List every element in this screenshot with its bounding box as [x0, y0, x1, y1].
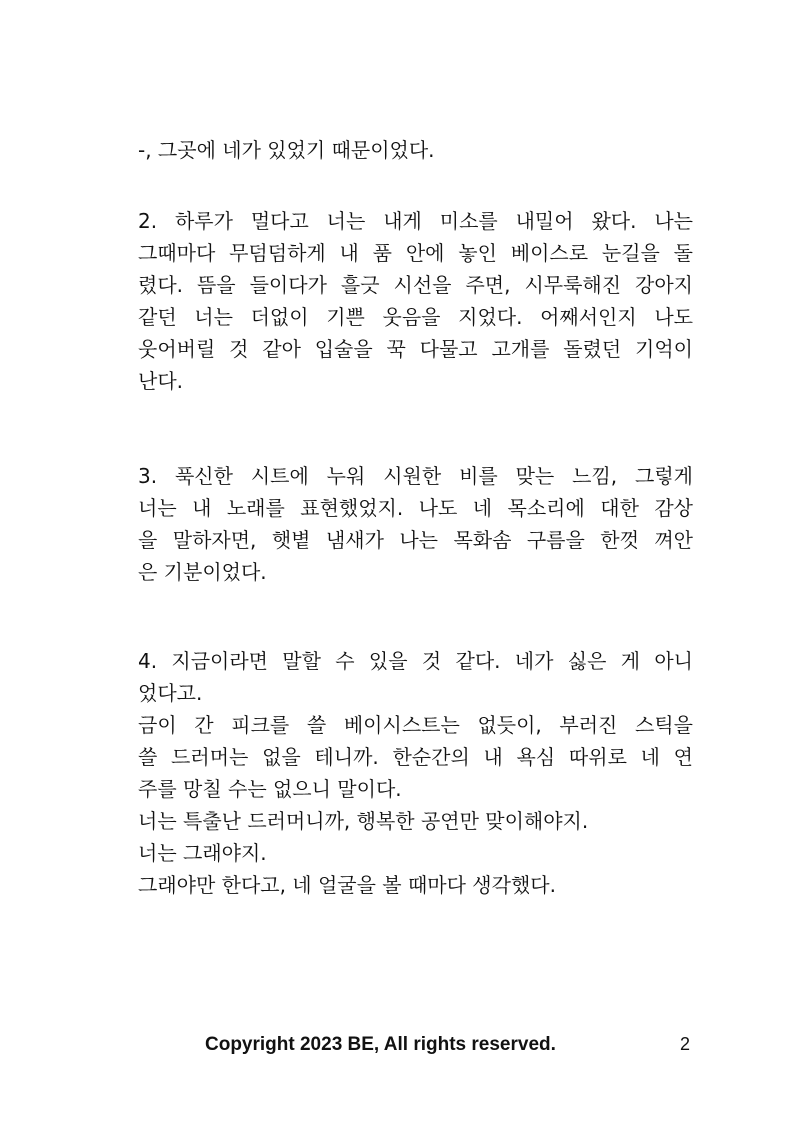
- text-line: 3. 푹신한 시트에 누워 시원한 비를 맞는 느낌, 그렇게: [138, 464, 693, 488]
- text-line: 주를 망칠 수는 없으니 말이다.: [138, 777, 402, 801]
- text-line: 었다고.: [138, 681, 203, 705]
- text-line: 2. 하루가 멀다고 너는 내게 미소를 내밀어 왔다. 나는: [138, 209, 693, 233]
- paragraph-2: [138, 205, 693, 397]
- text-line: 은 기분이었다.: [138, 560, 267, 584]
- copyright-notice: Copyright 2023 BE, All rights reserved.: [205, 1034, 556, 1055]
- paragraph-3: [138, 460, 693, 588]
- text-line: -, 그곳에 네가 있었기 때문이었다.: [138, 138, 435, 162]
- text-line: 그래야만 한다고, 네 얼굴을 볼 때마다 생각했다.: [138, 873, 556, 897]
- text-line: 난다.: [138, 369, 183, 393]
- page-number: 2: [680, 1034, 691, 1054]
- text-line: 그때마다 무덤덤하게 내 품 안에 놓인 베이스로 눈길을 돌: [138, 241, 693, 265]
- paragraph-4: [138, 645, 693, 901]
- text-line: 4. 지금이라면 말할 수 있을 것 같다. 네가 싫은 게 아니: [138, 649, 693, 673]
- text-line: 렸다. 뜸을 들이다가 흘긋 시선을 주면, 시무룩해진 강아지: [138, 273, 693, 297]
- text-line: 같던 너는 더없이 기쁜 웃음을 지었다. 어째서인지 나도: [138, 305, 693, 329]
- text-line: 금이 간 피크를 쓸 베이시스트는 없듯이, 부러진 스틱을: [138, 713, 693, 737]
- paragraph-1: [138, 134, 693, 166]
- text-line: 쓸 드러머는 없을 테니까. 한순간의 내 욕심 따위로 네 연: [138, 745, 693, 769]
- text-line: 웃어버릴 것 같아 입술을 꾹 다물고 고개를 돌렸던 기억이: [138, 337, 693, 361]
- text-line: 너는 그래야지.: [138, 841, 267, 865]
- text-line: 을 말하자면, 햇볕 냄새가 나는 목화솜 구름을 한껏 껴안: [138, 528, 693, 552]
- text-line: 너는 특출난 드러머니까, 행복한 공연만 맞이해야지.: [138, 809, 589, 833]
- text-line: 너는 내 노래를 표현했었지. 나도 네 목소리에 대한 감상: [138, 496, 693, 520]
